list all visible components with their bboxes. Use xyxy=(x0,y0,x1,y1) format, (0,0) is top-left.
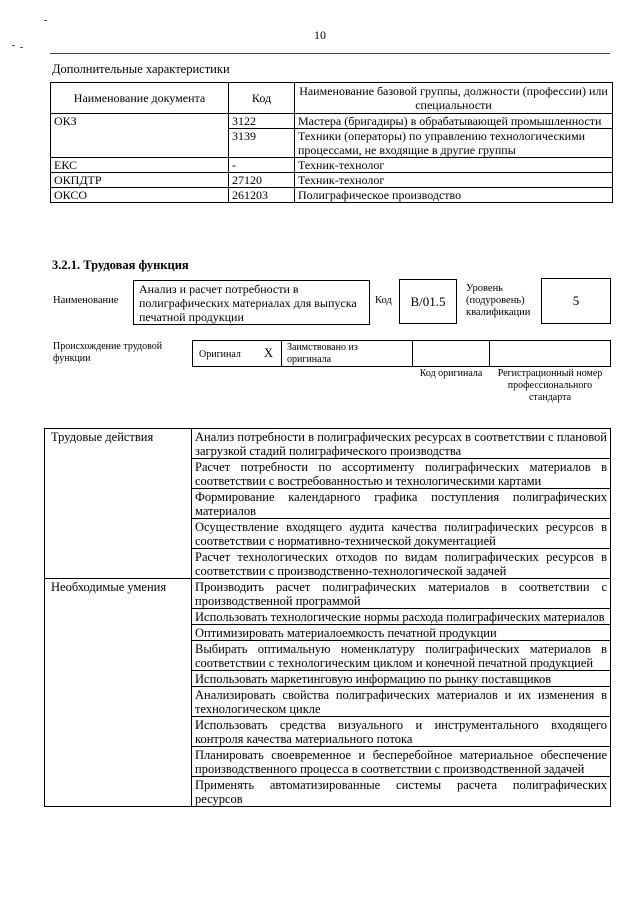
scan-speck xyxy=(44,20,47,21)
section-title: Дополнительные характеристики xyxy=(52,62,230,76)
origin-code-cell xyxy=(412,340,490,367)
function-code-box xyxy=(399,279,457,324)
level-value: 5 xyxy=(572,293,580,308)
action-item: Расчет потребности по ассортименту полиграфических материалов в соответствии с востребованностью и технологическими картами xyxy=(192,459,611,489)
skill-item: Использовать технологические нормы расхода полиграфических материалов xyxy=(192,609,611,625)
table-row xyxy=(51,114,613,129)
doc-cell: ОКСО xyxy=(51,188,229,203)
table-row xyxy=(45,429,611,459)
code-label: Код xyxy=(375,295,392,306)
skill-item: Выбирать оптимальную номенклатуру полиграфических материалов в соответствии с технологическим циклом и конечной печатной продукцией xyxy=(192,641,611,671)
table-row xyxy=(51,158,613,173)
function-details-table xyxy=(44,428,611,807)
name-label: Наименование xyxy=(53,295,119,306)
header-group: Наименование базовой группы, должности (профессии) или специальности xyxy=(295,83,613,114)
table-row xyxy=(45,579,611,609)
name-cell: Техники (операторы) по управлению технологическими процессами, не входящие в другие группы xyxy=(295,129,613,158)
table-row xyxy=(51,188,613,203)
level-box xyxy=(541,278,611,324)
header-rule xyxy=(50,53,610,54)
action-item: Осуществление входящего аудита качества полиграфических ресурсов в соответствии с нормативно-технической документацией xyxy=(192,519,611,549)
header-code: Код xyxy=(229,83,295,114)
table-row xyxy=(51,173,613,188)
code-caption: Код оригинала xyxy=(419,368,483,379)
skill-item: Использовать средства визуального и инструментального входящего контроля качества материального потока xyxy=(192,717,611,747)
doc-cell: ЕКС xyxy=(51,158,229,173)
function-heading: 3.2.1. Трудовая функция xyxy=(52,258,189,272)
code-cell: 3139 xyxy=(229,129,295,158)
skill-item: Производить расчет полиграфических материалов в соответствии с производственной программой xyxy=(192,579,611,609)
name-cell: Техник-технолог xyxy=(295,173,613,188)
name-cell: Полиграфическое производство xyxy=(295,188,613,203)
original-label: Оригинал xyxy=(199,349,241,360)
skill-item: Применять автоматизированные системы расчета полиграфических ресурсов xyxy=(192,777,611,807)
page-number: 10 xyxy=(314,28,326,42)
skill-item: Использовать маркетинговую информацию по рынку поставщиков xyxy=(192,671,611,687)
name-cell: Техник-технолог xyxy=(295,158,613,173)
level-label: Уровень (подуровень) квалификации xyxy=(466,283,531,318)
action-item: Формирование календарного графика поступления полиграфических материалов xyxy=(192,489,611,519)
action-item: Расчет технологических отходов по видам полиграфических ресурсов в соответствии с производственно-технологической задачей xyxy=(192,549,611,579)
table-header-row xyxy=(51,83,613,114)
borrowed-label: Заимствовано из оригинала xyxy=(287,342,358,365)
code-cell: 261203 xyxy=(229,188,295,203)
reg-caption: Регистрационный номер профессионального стандарта xyxy=(497,368,603,403)
skill-item: Анализировать свойства полиграфических материалов и их изменения в технологическом цикле xyxy=(192,687,611,717)
header-document: Наименование документа xyxy=(51,83,229,114)
additional-characteristics-table xyxy=(50,82,613,203)
code-cell: 27120 xyxy=(229,173,295,188)
function-name: Анализ и расчет потребности в полиграфических материалах для выпуска печатной продукции xyxy=(139,282,357,324)
skill-item: Оптимизировать материалоемкость печатной продукции xyxy=(192,625,611,641)
origin-label: Происхождение трудовой функции xyxy=(53,341,163,364)
origin-original-cell xyxy=(192,340,282,367)
function-code: В/01.5 xyxy=(410,293,446,309)
original-mark: X xyxy=(264,346,274,360)
function-name-box xyxy=(133,280,370,325)
action-item: Анализ потребности в полиграфических ресурсах в соответствии с плановой загрузкой стадий полиграфического производства xyxy=(192,429,611,459)
scan-speck xyxy=(12,45,15,46)
doc-cell: ОКПДТР xyxy=(51,173,229,188)
doc-cell: ОКЗ xyxy=(51,114,229,158)
code-cell: 3122 xyxy=(229,114,295,129)
skills-label: Необходимые умения xyxy=(45,579,192,807)
code-cell: - xyxy=(229,158,295,173)
origin-reg-cell xyxy=(489,340,611,367)
skill-item: Планировать своевременное и бесперебойное материальное обеспечение производственного процесса в соответствии с производственной задачей xyxy=(192,747,611,777)
actions-label: Трудовые действия xyxy=(45,429,192,579)
name-cell: Мастера (бригадиры) в обрабатывающей промышленности xyxy=(295,114,613,129)
origin-borrowed-cell xyxy=(281,340,413,367)
scan-speck xyxy=(20,47,23,48)
